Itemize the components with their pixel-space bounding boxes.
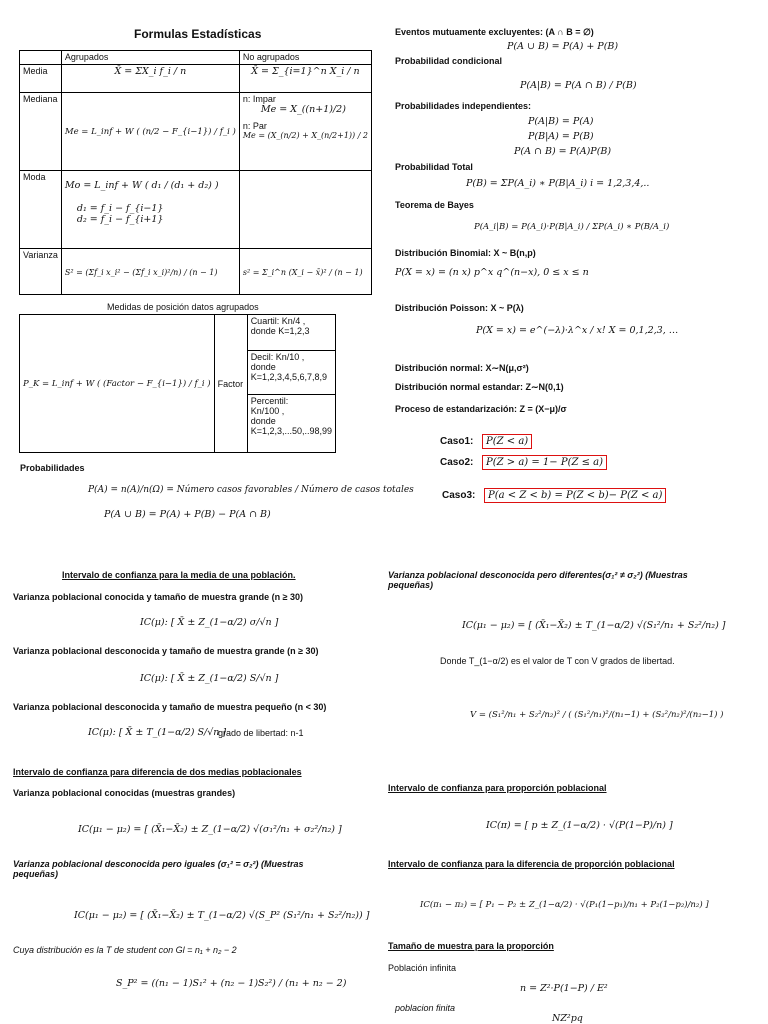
position-measures-table — [19, 314, 336, 453]
moda-d2-formula: d₂ = f_i − f_{i+1} — [76, 214, 164, 225]
percentil-line-1: Percentil: — [250, 396, 289, 406]
t-student-note: Cuya distribución es la T de student con Gl = n₁ + n₂ − 2 — [13, 945, 237, 955]
bayes-label: Teorema de Bayes — [395, 200, 474, 210]
ic-conocida-grande-label: Varianza poblacional conocida y tamaño de muestra grande (n ≥ 30) — [13, 592, 304, 602]
row-label-moda: Moda — [20, 171, 62, 249]
header-no-agrupados: No agrupados — [239, 51, 371, 65]
caso3-formula: P(a < Z < b) = P(Z < b)− P(Z < a) — [484, 488, 666, 503]
ic-desconocida-grande-formula: IC(μ): [ X̄ ± Z_(1−α/2) S/√n ] — [140, 673, 279, 684]
ic-diferencia-proporcion-heading: Intervalo de confianza para la diferencia de proporción poblacional — [388, 859, 675, 869]
poblacion-finita-label: poblacion finita — [395, 1003, 456, 1013]
independientes-label: Probabilidades independientes: — [395, 101, 532, 111]
binomial-formula: P(X = x) = (n x) p^x q^(n−x), 0 ≤ x ≤ n — [395, 267, 589, 278]
probabilidad-clasica-formula: P(A) = n(A)/n(Ω) = Número casos favorables / Número de casos totales — [88, 485, 414, 495]
normal-estandar-label: Distribución normal estandar: Z∼N(0,1) — [395, 382, 564, 392]
total-label: Probabilidad Total — [395, 162, 473, 172]
sp-formula: S_P² = ((n₁ − 1)S₁² + (n₂ − 1)S₂²) / (n₁ + n₂ − 2) — [116, 978, 347, 989]
media-no-agrupados-formula: X̄ = Σ_{i=1}^n X_i / n — [251, 66, 360, 77]
ic-conocidas-formula: IC(μ₁ − μ₂) = [ (X̄₁−X̄₂) ± Z_(1−α/2) √(σ₁²/n₁ + σ₂²/n₂) ] — [78, 824, 342, 835]
condicional-label: Probabilidad condicional — [395, 56, 503, 66]
ic-desconocida-pequeno-formula: IC(μ): [ X̄ ± T_(1−α/2) S/√n ] — [88, 727, 227, 738]
ic-conocidas-label: Varianza poblacional conocidas (muestras grandes) — [13, 788, 236, 798]
varianza-no-agrupados-formula: s² = Σ_i^n (X_i − x̄)² / (n − 1) — [242, 267, 363, 277]
ic-diferentes-label: Varianza poblacional desconocida pero diferentes(σ₁² ≠ σ₂²) (Muestras pequeñas) — [388, 570, 688, 590]
caso3-label: Caso3: — [442, 490, 476, 501]
varianza-agrupados-formula: S² = (Σf_i x_i² − (Σf_i x_i)²/n) / (n − 1) — [64, 267, 218, 277]
poisson-label: Distribución Poisson: X ~ P(λ) — [395, 303, 524, 313]
independientes-formula-2: P(B|A) = P(B) — [528, 131, 594, 142]
media-agrupados-formula: X̄ = ΣX_i f_i / n — [114, 66, 187, 77]
grado-libertad-note: grado de libertad: n-1 — [218, 728, 304, 738]
excluyentes-label: Eventos mutuamente excluyentes: (A ∩ B = ∅) — [395, 27, 594, 37]
ic-desconocida-pequeno-label: Varianza poblacional desconocida y tamaño de muestra pequeño (n < 30) — [13, 702, 327, 712]
ic-iguales-formula: IC(μ₁ − μ₂) = [ (X̄₁−X̄₂) ± T_(1−α/2) √(S_P² (S₁²/n₁ + S₂²/n₂)) ] — [74, 910, 370, 921]
moda-agrupados-formula: Mo = L_inf + W ( d₁ / (d₁ + d₂) ) — [64, 180, 219, 191]
tamano-finita-formula: NZ²pq — [552, 1013, 583, 1024]
ic-diferencia-medias-heading: Intervalo de confianza para diferencia de dos medias poblacionales — [13, 767, 302, 777]
tamano-muestra-heading: Tamaño de muestra para la proporción — [388, 941, 554, 951]
total-formula: P(B) = ΣP(A_i) ∗ P(B|A_i) i = 1,2,3,4,.. — [466, 178, 650, 189]
mediana-impar-formula: Me = X_((n+1)/2) — [260, 104, 346, 115]
ic-diferencia-proporcion-formula: IC(π₁ − π₂) = [ P₁ − P₂ ± Z_(1−α/2) · √(P₁(1−p₁)/n₁ + P₂(1−p₂)/n₂) ] — [420, 900, 709, 910]
normal-label: Distribución normal: X∼N(μ,σ²) — [395, 363, 529, 373]
table-corner-cell — [20, 51, 62, 65]
mediana-agrupados-formula: Me = L_inf + W ( (n/2 − F_{i−1}) / f_i ) — [64, 127, 236, 137]
condicional-formula: P(A|B) = P(A ∩ B) / P(B) — [520, 80, 637, 91]
ic-desconocida-grande-label: Varianza poblacional desconocida y tamaño de muestra grande (n ≥ 30) — [13, 646, 319, 656]
v-formula: V = (S₁²/n₁ + S₂²/n₂)² / ( (S₁²/n₁)²/(n₁−1) + (S₂²/n₂)²/(n₂−1) ) — [470, 710, 724, 720]
probabilidad-union-formula: P(A ∪ B) = P(A) + P(B) − P(A ∩ B) — [104, 509, 271, 520]
ic-diferentes-formula: IC(μ₁ − μ₂) = [ (X̄₁−X̄₂) ± T_(1−α/2) √(S₁²/n₁ + S₂²/n₂) ] — [462, 620, 726, 631]
cuartil-line-2: donde K=1,2,3 — [250, 326, 310, 336]
ic-conocida-grande-formula: IC(μ): [ X̄ ± Z_(1−α/2) σ/√n ] — [140, 617, 279, 628]
percentil-line-4: K=1,2,3,...50,..98,99 — [250, 426, 332, 436]
tamano-infinita-formula: n = Z²·P(1−P) / E² — [520, 983, 608, 994]
excluyentes-formula: P(A ∪ B) = P(A) + P(B) — [507, 41, 619, 52]
row-label-mediana: Mediana — [20, 93, 62, 171]
table2-caption: Medidas de posición datos agrupados — [107, 302, 259, 312]
page-title: Formulas Estadísticas — [134, 27, 262, 41]
caso1-formula: P(Z < a) — [482, 434, 532, 449]
moda-no-agrupados-cell — [239, 171, 371, 249]
decil-line-1: Decil: Kn/10 , — [250, 352, 305, 362]
caso1-label: Caso1: — [440, 436, 474, 447]
row-label-media: Media — [20, 65, 62, 93]
factor-label: Factor — [214, 315, 247, 453]
percentil-line-3: donde — [250, 416, 276, 426]
ic-media-heading: Intervalo de confianza para la media de una población. — [62, 570, 296, 580]
mediana-par-label: n: Par — [242, 121, 267, 131]
bayes-formula: P(A_i|B) = P(A_i)·P(B|A_i) / ΣP(A_i) ∗ P(B/A_i) — [474, 222, 670, 232]
probabilidades-label: Probabilidades — [20, 463, 85, 473]
percentile-formula: P_K = L_inf + W ( (Factor − F_{i−1}) / f_i ) — [23, 379, 211, 389]
mediana-impar-label: n: Impar — [242, 94, 276, 104]
grados-libertad-note: Donde T_(1−α/2) es el valor de T con V grados de libertad. — [440, 656, 675, 666]
ic-iguales-label: Varianza poblacional desconocida pero iguales (σ₁² = σ₂²) (Muestras pequeñas) — [13, 859, 304, 879]
poisson-formula: P(X = x) = e^(−λ)·λ^x / x! X = 0,1,2,3, … — [476, 325, 679, 336]
poblacion-infinita-label: Población infinita — [388, 963, 457, 973]
stats-table — [19, 50, 372, 295]
mediana-par-formula: Me = (X_(n/2) + X_(n/2+1)) / 2 — [242, 131, 369, 140]
binomial-label: Distribución Binomial: X ~ B(n,p) — [395, 248, 536, 258]
decil-line-3: K=1,2,3,4,5,6,7,8,9 — [250, 372, 327, 382]
decil-line-2: donde — [250, 362, 276, 372]
caso2-formula: P(Z > a) = 1− P(Z ≤ a) — [482, 455, 607, 470]
moda-d1-formula: d₁ = f_i − f_{i−1} — [76, 203, 164, 214]
ic-proporcion-heading: Intervalo de confianza para proporción poblacional — [388, 783, 607, 793]
row-label-varianza: Varianza — [20, 249, 62, 295]
independientes-formula-1: P(A|B) = P(A) — [528, 116, 594, 127]
header-agrupados: Agrupados — [61, 51, 239, 65]
estandarizacion-label: Proceso de estandarización: Z = (X−μ)/σ — [395, 404, 567, 414]
ic-proporcion-formula: IC(π) = [ p ± Z_(1−α/2) · √(P(1−P)/n) ] — [486, 820, 673, 831]
independientes-formula-3: P(A ∩ B) = P(A)P(B) — [514, 146, 612, 157]
cuartil-line-1: Cuartil: Kn/4 , — [250, 316, 306, 326]
percentil-line-2: Kn/100 , — [250, 406, 285, 416]
caso2-label: Caso2: — [440, 457, 474, 468]
